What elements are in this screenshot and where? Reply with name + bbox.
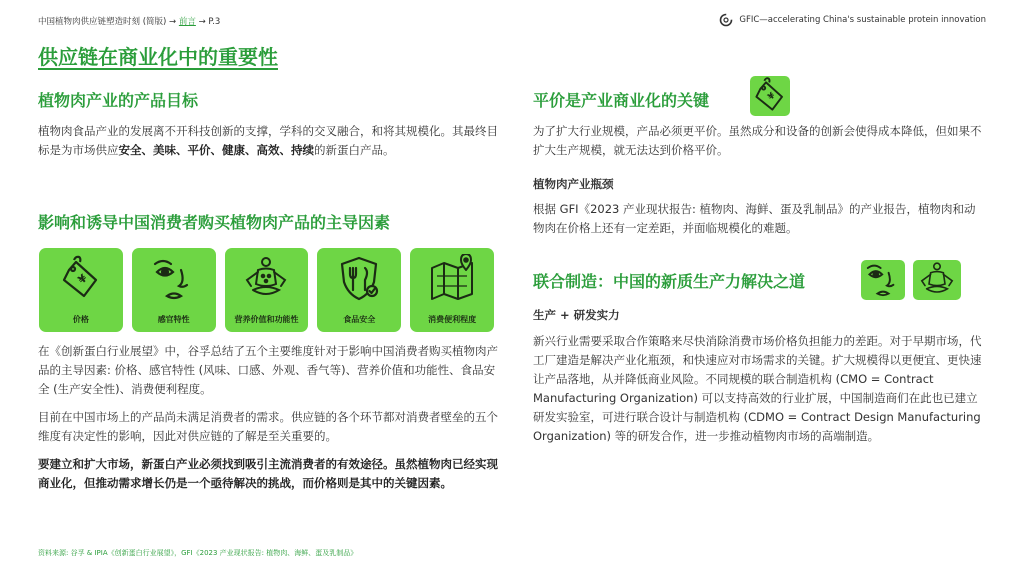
factor-card-price [39,248,123,332]
goal-text-1: 植物肉食品产业的发展离不开科技创新的支撑，学科的交叉融合，和将其规模化。其最终目标是为市场供应 [38,124,498,157]
factors-paragraph: 在《创新蛋白行业展望》中，谷孚总结了五个主要维度针对于影响中国消费者购买植物肉产品的主导因素: 价格、感官特性 (风味、口感、外观、香气等)、营养价值和功能性、食品安全 (生产安全性)、消费便利程度。 [38,344,498,396]
production-paragraph: 新兴行业需要采取合作策略来尽快消除消费市场价格负担能力的差距。对于早期市场，代工厂建造是解决产业化瓶颈，和快速应对市场需求的关键。扩大规模得以更便宜、更快速让产品落地，从并降低商业风险。不同规模的联合制造机构 (CMO = Contract Manufacturing Organization) 可以支持高效的行业扩展，中国制造商们在此也已建立研发实验室，可进行联合设计与制造机构 (CDMO = Contract Design Manufacturing Organization) 等的研发合作，进一步推动植物肉市场的高端制造。 [533,334,982,443]
breadcrumb-link-preface[interactable]: 前言 [178,17,196,27]
consumer-paragraph: 目前在中国市场上的产品尚未满足消费者的需求。供应链的各个环节都对消费者壁垒的五个维度有决定性的影响，因此对供应链的了解是至关重要的。 [38,410,498,443]
goal-bold-text: 安全、美味、平价、健康、高效、持续 [118,143,314,157]
breadcrumb-arrow: → [169,17,177,27]
gfi-logo-icon [719,13,733,27]
price-tag-icon [56,254,106,304]
factor-card-food-safety [317,248,401,332]
joint-manufacturing-heading: 联合制造：中国的新质生产力解决之道 [533,272,806,291]
brand-text: GFIC—accelerating China's sustainable protein innovation [739,15,986,25]
production-heading: 生产 + 研发实力 [533,308,620,322]
factor-card-convenience [410,248,494,332]
svg-text:¥: ¥ [75,271,90,287]
factor-label: 价格 [72,315,89,324]
factor-label: 消费便利程度 [428,315,477,324]
factor-label: 食品安全 [343,315,376,324]
factor-label: 感官特性 [157,315,190,324]
factor-label: 营养价值和功能性 [234,315,299,324]
price-paragraph: 为了扩大行业规模，产品必须更平价。虽然成分和设备的创新会使得成本降低，但如果不扩大生产规模，就无法达到价格平价。 [533,124,982,157]
factor-card-nutrition [225,248,309,332]
goal-heading: 植物肉产业的产品目标 [38,91,199,110]
factor-card-senses [132,248,216,332]
face-senses-icon [149,254,199,304]
map-icon [427,254,477,304]
breadcrumb-arrow: → [198,17,206,27]
body-nutrition-icon [241,254,291,304]
brand [719,13,986,27]
breadcrumb [38,15,220,27]
factors-row [39,248,494,332]
body-nutrition-icon [913,260,961,300]
svg-text:¥: ¥ [766,90,778,103]
page-number: P.3 [208,17,221,27]
shield-cutlery-icon [334,254,384,304]
nutrition-icon-box [913,260,961,300]
price-heading: 平价是产业商业化的关键 [533,91,710,110]
source-footnote: 资料来源: 谷孚 & IPIA《创新蛋白行业展望》，GFI《2023 产业现状报告: 植物肉、海鲜、蛋及乳制品》 [38,549,358,557]
goal-text-2: 的新蛋白产品。 [314,143,395,157]
page-header [38,12,986,28]
market-paragraph: 要建立和扩大市场，新蛋白产业必须找到吸引主流消费者的有效途径。虽然植物肉已经实现商业化，但推动需求增长仍是一个亟待解决的挑战，而价格则是其中的关键因素。 [38,457,498,490]
page-title: 供应链在商业化中的重要性 [38,45,278,69]
report-title: 中国植物肉供应链塑造时刻 (简版) [38,17,167,27]
bottleneck-heading: 植物肉产业瓶颈 [533,177,614,191]
senses-icon-box [861,260,905,300]
goal-paragraph [38,122,500,160]
price-icon-box [750,76,790,116]
price-tag-icon [750,76,790,116]
face-senses-icon [861,260,905,300]
factors-heading: 影响和诱导中国消费者购买植物肉产品的主导因素 [38,213,391,232]
bottleneck-paragraph: 根据 GFI《2023 产业现状报告: 植物肉、海鲜、蛋及乳制品》的产业报告，植物肉和动物肉在价格上还有一定差距，并面临规模化的难题。 [533,202,976,235]
